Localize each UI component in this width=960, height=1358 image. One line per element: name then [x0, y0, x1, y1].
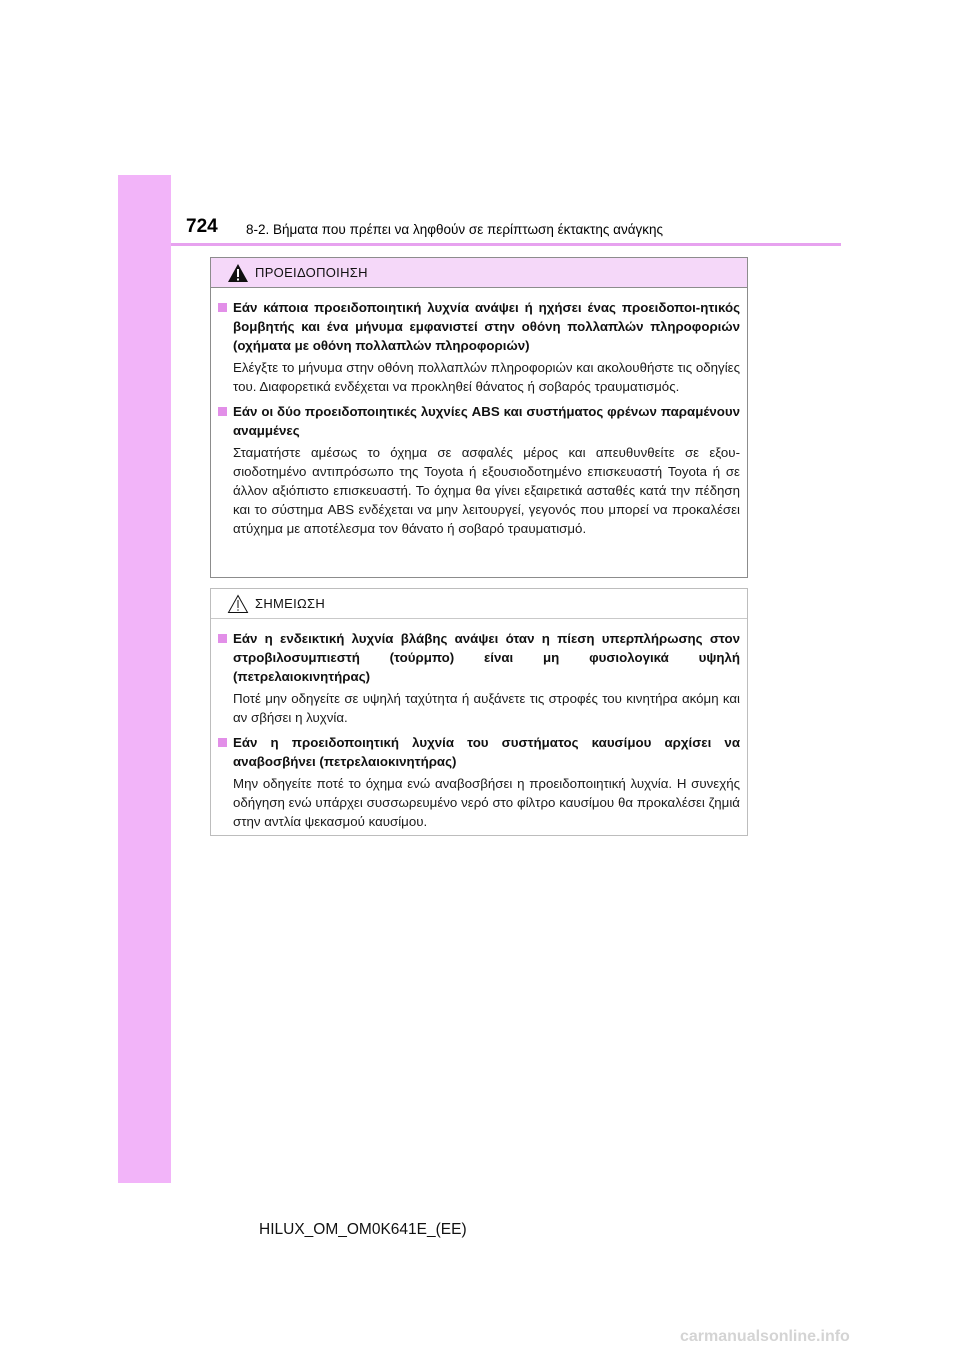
warning-item-text: Ελέγξτε το μήνυμα στην οθόνη πολλαπλών πληροφοριών και ακολουθήστε τις οδηγίες του. Διαφορετικά ενδέχεται να προκληθεί θάνατος ή σοβαρός τραυματισμός. — [233, 360, 740, 394]
notice-item — [218, 629, 740, 727]
warning-box-body — [211, 288, 747, 538]
warning-triangle-outline-icon — [227, 594, 249, 614]
section-title: 8-2. Βήματα που πρέπει να ληφθούν σε περίπτωση έκτακτης ανάγκης — [246, 222, 664, 237]
warning-item-title: Εάν κάποια προειδοποιητική λυχνία ανάψει ή ηχήσει ένας προειδοποι-ητικός βομβητής και ένα μήνυμα εμφανιστεί στην οθόνη πολλαπλών πληροφοριών (οχήματα με οθόνη πολλαπλών πληροφοριών) — [233, 300, 740, 353]
notice-item-text: Μην οδηγείτε ποτέ το όχημα ενώ αναβοσβήσει η προειδοποιητική λυχνία. Η συνεχής οδήγηση ενώ υπάρχει συσσωρευμένο νερό στο φίλτρο καυσίμου θα προκαλέσει ζημιά στην αντλία ψεκασμού καυσίμου. — [233, 776, 740, 829]
warning-item — [218, 402, 740, 538]
warning-item — [218, 298, 740, 396]
notice-box — [210, 588, 748, 836]
warning-triangle-filled-icon — [227, 263, 249, 283]
notice-item-text: Ποτέ μην οδηγείτε σε υψηλή ταχύτητα ή αυξάνετε τις στροφές του κινητήρα ακόμη και αν σβήσει η λυχνία. — [233, 691, 740, 725]
warning-box-header — [211, 258, 747, 288]
warning-label: ΠΡΟΕΙΔΟΠΟΙΗΣΗ — [255, 265, 368, 280]
square-bullet-icon — [218, 303, 227, 312]
notice-label: ΣΗΜΕΙΩΣΗ — [255, 596, 326, 611]
warning-box — [210, 257, 748, 578]
warning-item-title: Εάν οι δύο προειδοποιητικές λυχνίες ABS και συστήματος φρένων παραμένουν αναμμένες — [233, 404, 740, 438]
header-rule — [171, 243, 841, 246]
notice-box-body — [211, 619, 747, 831]
document-code-footer: HILUX_OM_OM0K641E_(EE) — [259, 1221, 467, 1238]
notice-box-header — [211, 589, 747, 619]
notice-item — [218, 733, 740, 831]
warning-item-text: Σταματήστε αμέσως το όχημα σε ασφαλές μέρος και απευθυνθείτε σε εξου-σιοδοτημένο αντιπρόσωπο της Toyota ή εξουσιοδοτημένο επισκευαστή Toyota ή σε άλλον αξιόπιστο επισκευαστή. Το όχημα θα γίνει εξαιρετικά ασταθές κατά την πέδηση και το σύστημα ABS ενδέχεται να μην λειτουργεί, γεγονός που μπορεί να προκαλέσει ατύχημα με αποτέλεσμα τον θάνατο ή σοβαρό τραυματισμό. — [233, 445, 740, 536]
square-bullet-icon — [218, 407, 227, 416]
notice-item-title: Εάν η προειδοποιητική λυχνία του συστήματος καυσίμου αρχίσει να αναβοσβήνει (πετρελαιοκινητήρας) — [233, 735, 740, 769]
side-tab-bar — [118, 175, 171, 1183]
page-number: 724 — [186, 216, 218, 237]
square-bullet-icon — [218, 738, 227, 747]
square-bullet-icon — [218, 634, 227, 643]
watermark: carmanualsonline.info — [680, 1328, 850, 1345]
notice-item-title: Εάν η ενδεικτική λυχνία βλάβης ανάψει όταν η πίεση υπερπλήρωσης στον στροβιλοσυμπιεστή (τούρμπο) είναι μη φυσιολογικά υψηλή (πετρελαιοκινητήρας) — [233, 631, 740, 684]
